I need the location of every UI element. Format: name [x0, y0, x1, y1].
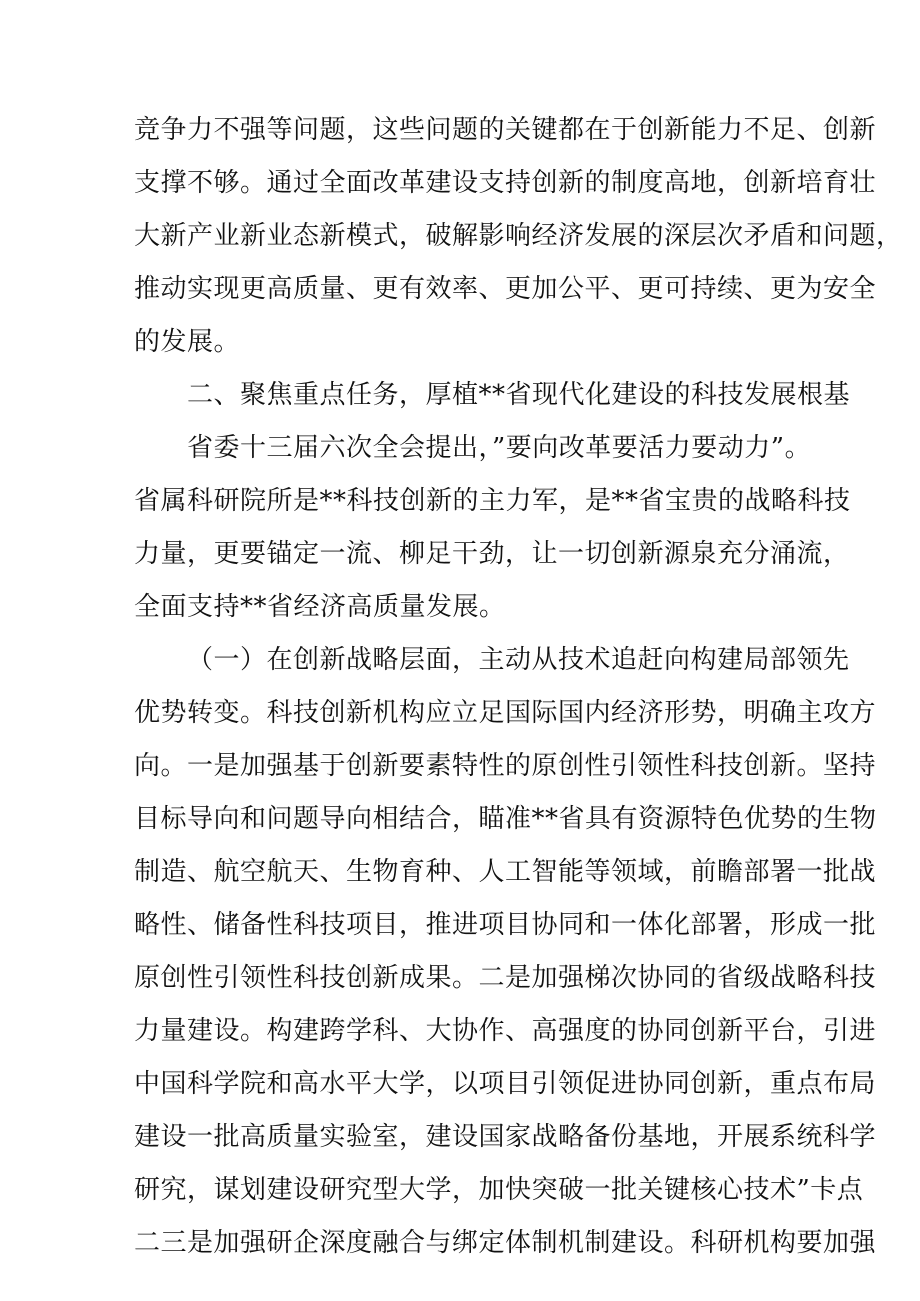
paragraph-line: 力量建设。构建跨学科、大协作、高强度的协同创新平台，引进 [134, 1016, 877, 1046]
paragraph-line: 制造、航空航天、生物育种、人工智能等领域，前瞻部署一批战 [134, 857, 877, 887]
paragraph-line: 力量，更要锚定一流、柳足干劲，让一切创新源泉充分涌流， [134, 539, 850, 569]
paragraph-line: 省委十三届六次全会提出，”要向改革要活力要动力”。 [187, 433, 812, 463]
section-heading: 二、聚焦重点任务，厚植**省现代化建设的科技发展根基 [187, 380, 851, 410]
paragraph-line: 略性、储备性科技项目，推进项目协同和一体化部署，形成一批 [134, 910, 877, 940]
paragraph-line: 向。一是加强基于创新要素特性的原创性引领性科技创新。坚持 [134, 751, 877, 781]
paragraph-line: 中国科学院和高水平大学，以项目引领促进协同创新，重点布局 [134, 1069, 877, 1099]
paragraph-line: 优势转变。科技创新机构应立足国际国内经济形势，明确主攻方 [134, 698, 877, 728]
paragraph-line: 原创性引领性科技创新成果。二是加强梯次协同的省级战略科技 [134, 963, 877, 993]
paragraph-line: 的发展。 [134, 327, 241, 357]
paragraph-line: 建设一批高质量实验室，建设国家战略备份基地，开展系统科学 [134, 1122, 877, 1152]
paragraph-line: 竞争力不强等问题，这些问题的关键都在于创新能力不足、创新 [134, 115, 877, 145]
paragraph-line: 二三是加强研企深度融合与绑定体制机制建设。科研机构要加强 [134, 1228, 877, 1258]
paragraph-line: 目标导向和问题导向相结合，瞄准**省具有资源特色优势的生物 [134, 804, 877, 834]
paragraph-line: 省属科研院所是**科技创新的主力军，是**省宝贵的战略科技 [134, 486, 851, 516]
paragraph-line: 推动实现更高质量、更有效率、更加公平、更可持续、更为安全 [134, 274, 877, 304]
paragraph-line: 支撑不够。通过全面改革建设支持创新的制度高地，创新培育壮 [134, 168, 877, 198]
paragraph-line: 研究，谋划建设研究型大学，加快突破一批关键核心技术”卡点 [134, 1175, 864, 1205]
paragraph-line: （一）在创新战略层面，主动从技术追赶向构建局部领先 [187, 645, 850, 675]
paragraph-line: 全面支持**省经济高质量发展。 [134, 592, 506, 622]
paragraph-line: 大新产业新业态新模式，破解影响经济发展的深层次矛盾和问题， [134, 221, 903, 251]
